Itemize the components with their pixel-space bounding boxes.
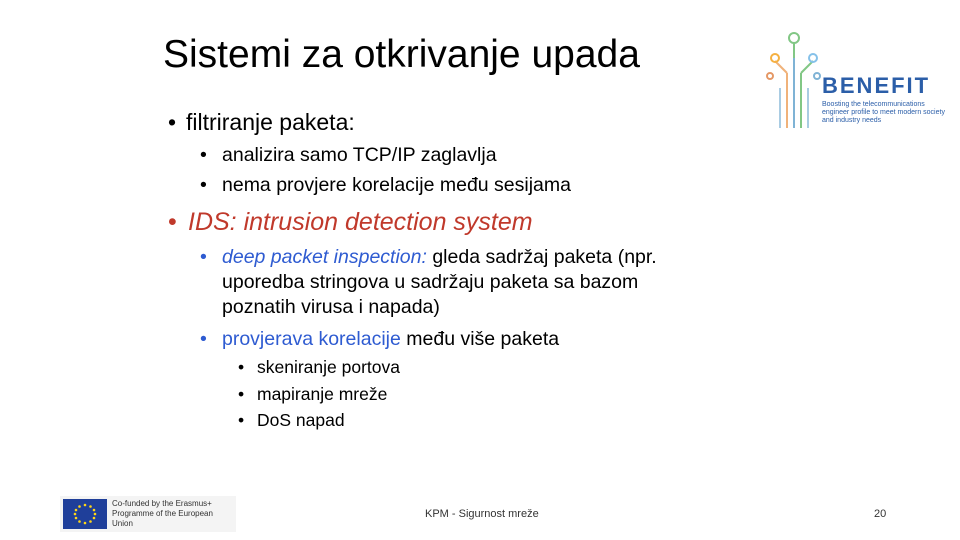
bullet-text: IDS: intrusion detection system	[188, 208, 533, 236]
bullet-text: skeniranje portova	[257, 357, 400, 377]
bullet-glyph: •	[238, 357, 245, 377]
bullet-glyph: •	[238, 384, 245, 404]
bullet-text: nema provjere korelacije među sesijama	[222, 174, 571, 196]
bullet-glyph: •	[200, 174, 207, 196]
bullet-glyph: •	[200, 144, 207, 166]
bullet-glyph: •	[168, 109, 177, 135]
bullet-text: filtriranje paketa:	[186, 109, 355, 135]
bullet-dos	[238, 410, 345, 431]
eu-badge-text: Co-funded by the Erasmus+ Programme of the European Union	[112, 499, 213, 528]
bullet-tcpip	[200, 144, 497, 167]
bullet-dpi	[200, 245, 657, 320]
circuit-tree-icon	[765, 28, 823, 132]
bullet-ids	[168, 208, 533, 237]
benefit-logo-tagline: Boosting the telecommunications engineer profile to meet modern society and industry needs	[822, 101, 945, 124]
korelacije-lead: provjerava korelacije	[222, 328, 401, 350]
bullet-glyph: •	[200, 246, 207, 268]
bullet-text: analizira samo TCP/IP zaglavlja	[222, 144, 497, 166]
dpi-lead: deep packet inspection:	[222, 246, 427, 268]
slide-title: Sistemi za otkrivanje upada	[163, 33, 640, 76]
bullet-text: mapiranje mreže	[257, 384, 388, 404]
bullet-glyph: •	[168, 208, 177, 236]
bullet-filtriranje	[168, 109, 355, 136]
dpi-line3: poznatih virusa i napada)	[222, 296, 440, 318]
bullet-glyph: •	[200, 328, 207, 350]
dpi-line2: uporedba stringova u sadržaju paketa sa bazom	[222, 271, 639, 293]
bullet-mapiranje	[238, 384, 387, 405]
bullet-skeniranje	[238, 357, 400, 378]
page-number: 20	[874, 508, 887, 520]
benefit-logo-name: BENEFIT	[822, 73, 931, 98]
korelacije-rest: među više paketa	[400, 328, 560, 350]
bullet-text: DoS napad	[257, 410, 345, 430]
dpi-rest: gleda sadržaj paketa (npr.	[426, 246, 657, 268]
eu-flag-icon	[63, 499, 107, 529]
footer-course-label: KPM - Sigurnost mreže	[425, 508, 539, 520]
bullet-korelacije-paketa	[200, 328, 559, 351]
bullet-glyph: •	[238, 410, 245, 430]
bullet-korelacija-sesija	[200, 174, 571, 197]
